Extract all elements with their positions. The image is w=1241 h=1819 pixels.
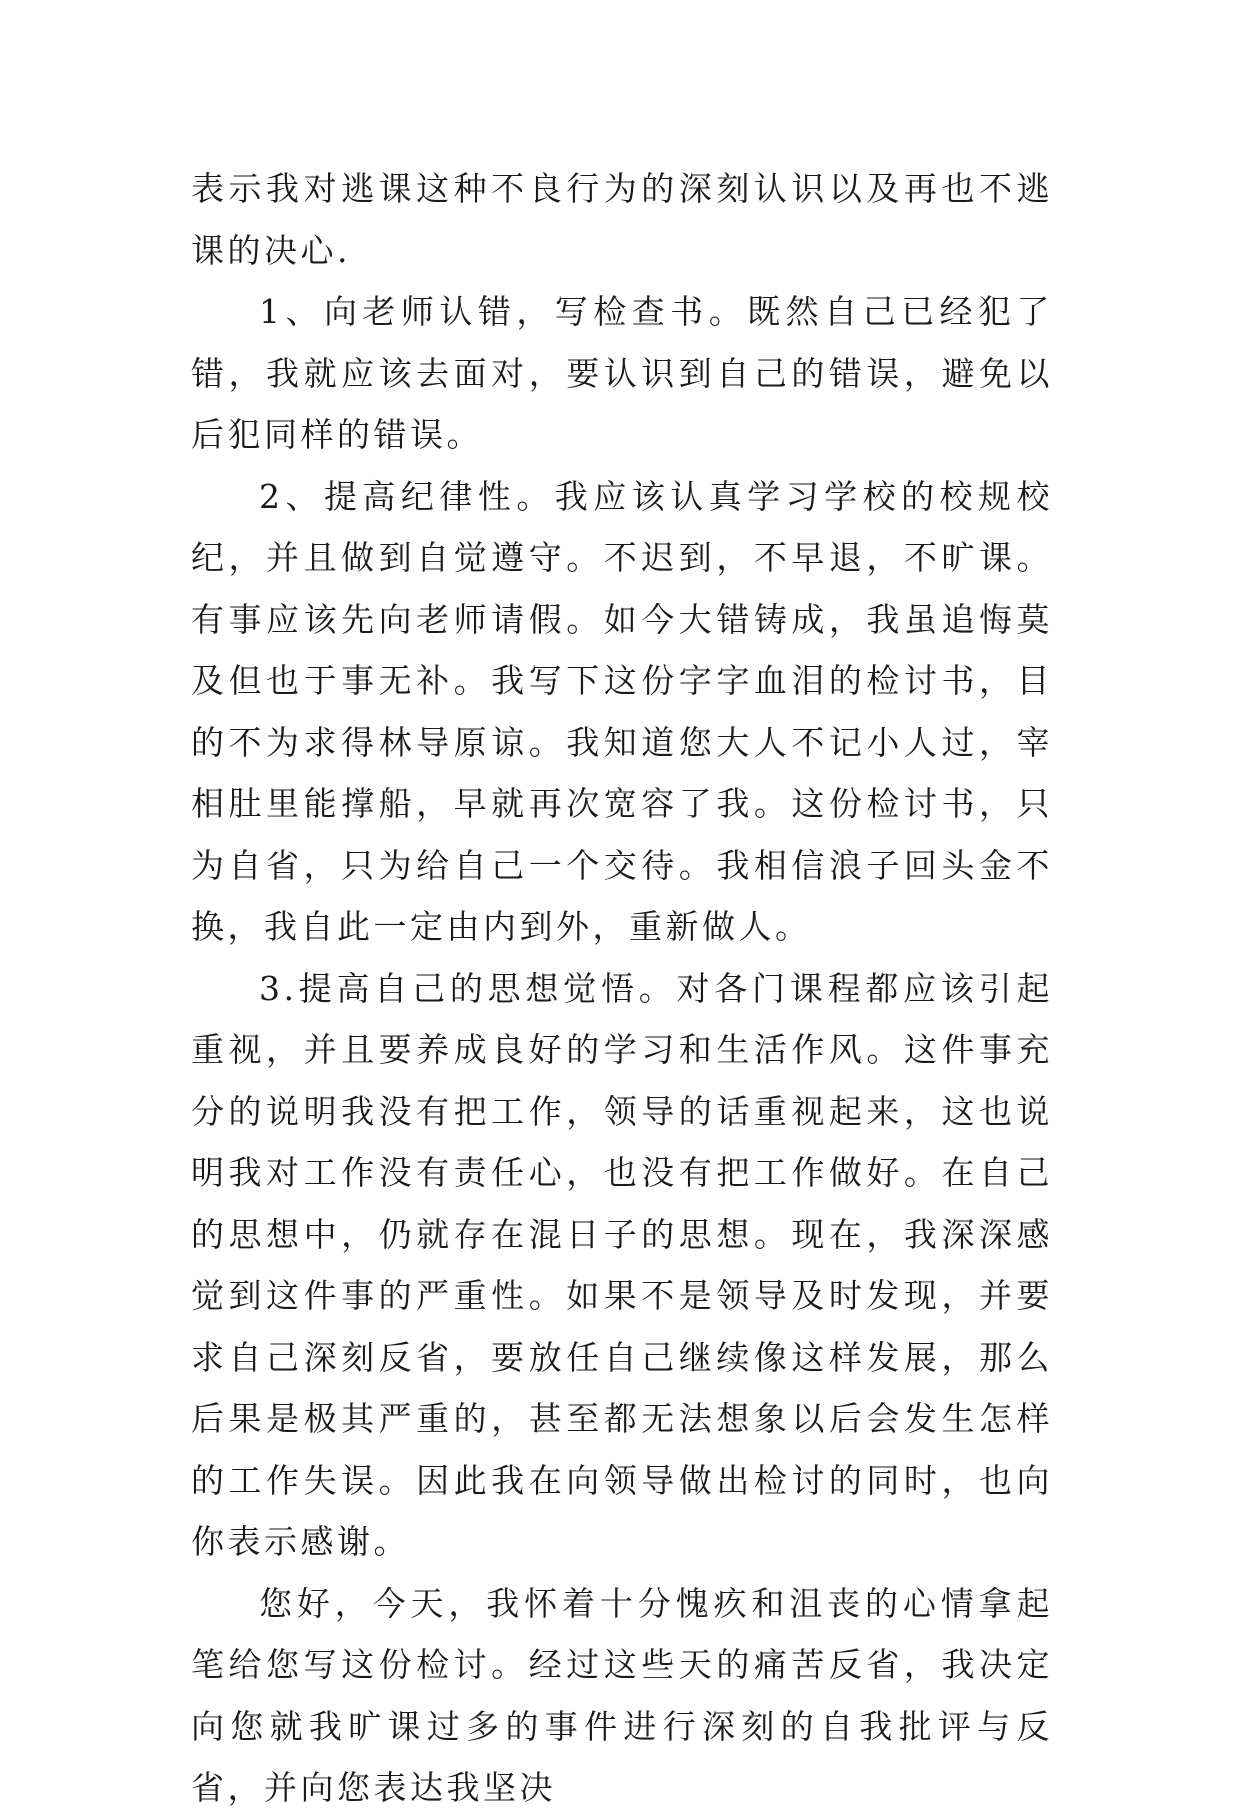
paragraph-greeting: 您好，今天，我怀着十分愧疚和沮丧的心情拿起笔给您写这份检讨。经过这些天的痛苦反省，我决定向您就我旷课过多的事件进行深刻的自我批评与反省，并向您表达我坚决 bbox=[191, 1583, 1053, 1807]
paragraph-item-1: 1、向老师认错，写检查书。既然自己已经犯了错，我就应该去面对，要认识到自己的错误，避免以后犯同样的错误。 bbox=[191, 292, 1053, 454]
document-body bbox=[191, 158, 1053, 1819]
paragraph-item-2: 2、提高纪律性。我应该认真学习学校的校规校纪，并且做到自觉遵守。不迟到，不早退，不旷课。有事应该先向老师请假。如今大错铸成，我虽追悔莫及但也于事无补。我写下这份字字血泪的检讨书，目的不为求得林导原谅。我知道您大人不记小人过，宰相肚里能撑船，早就再次宽容了我。这份检讨书，只为自省，只为给自己一个交待。我相信浪子回头金不换，我自此一定由内到外，重新做人。 bbox=[191, 476, 1053, 946]
paragraph-continued: 表示我对逃课这种不良行为的深刻认识以及再也不逃课的决心. bbox=[191, 169, 1053, 270]
paragraph-item-3: 3.提高自己的思想觉悟。对各门课程都应该引起重视，并且要养成良好的学习和生活作风。这件事充分的说明我没有把工作，领导的话重视起来，这也说明我对工作没有责任心，也没有把工作做好。在自己的思想中，仍就存在混日子的思想。现在，我深深感觉到这件事的严重性。如果不是领导及时发现，并要求自己深刻反省，要放任自己继续像这样发展，那么后果是极其严重的，甚至都无法想象以后会发生怎样的工作失误。因此我在向领导做出检讨的同时，也向你表示感谢。 bbox=[191, 968, 1053, 1561]
